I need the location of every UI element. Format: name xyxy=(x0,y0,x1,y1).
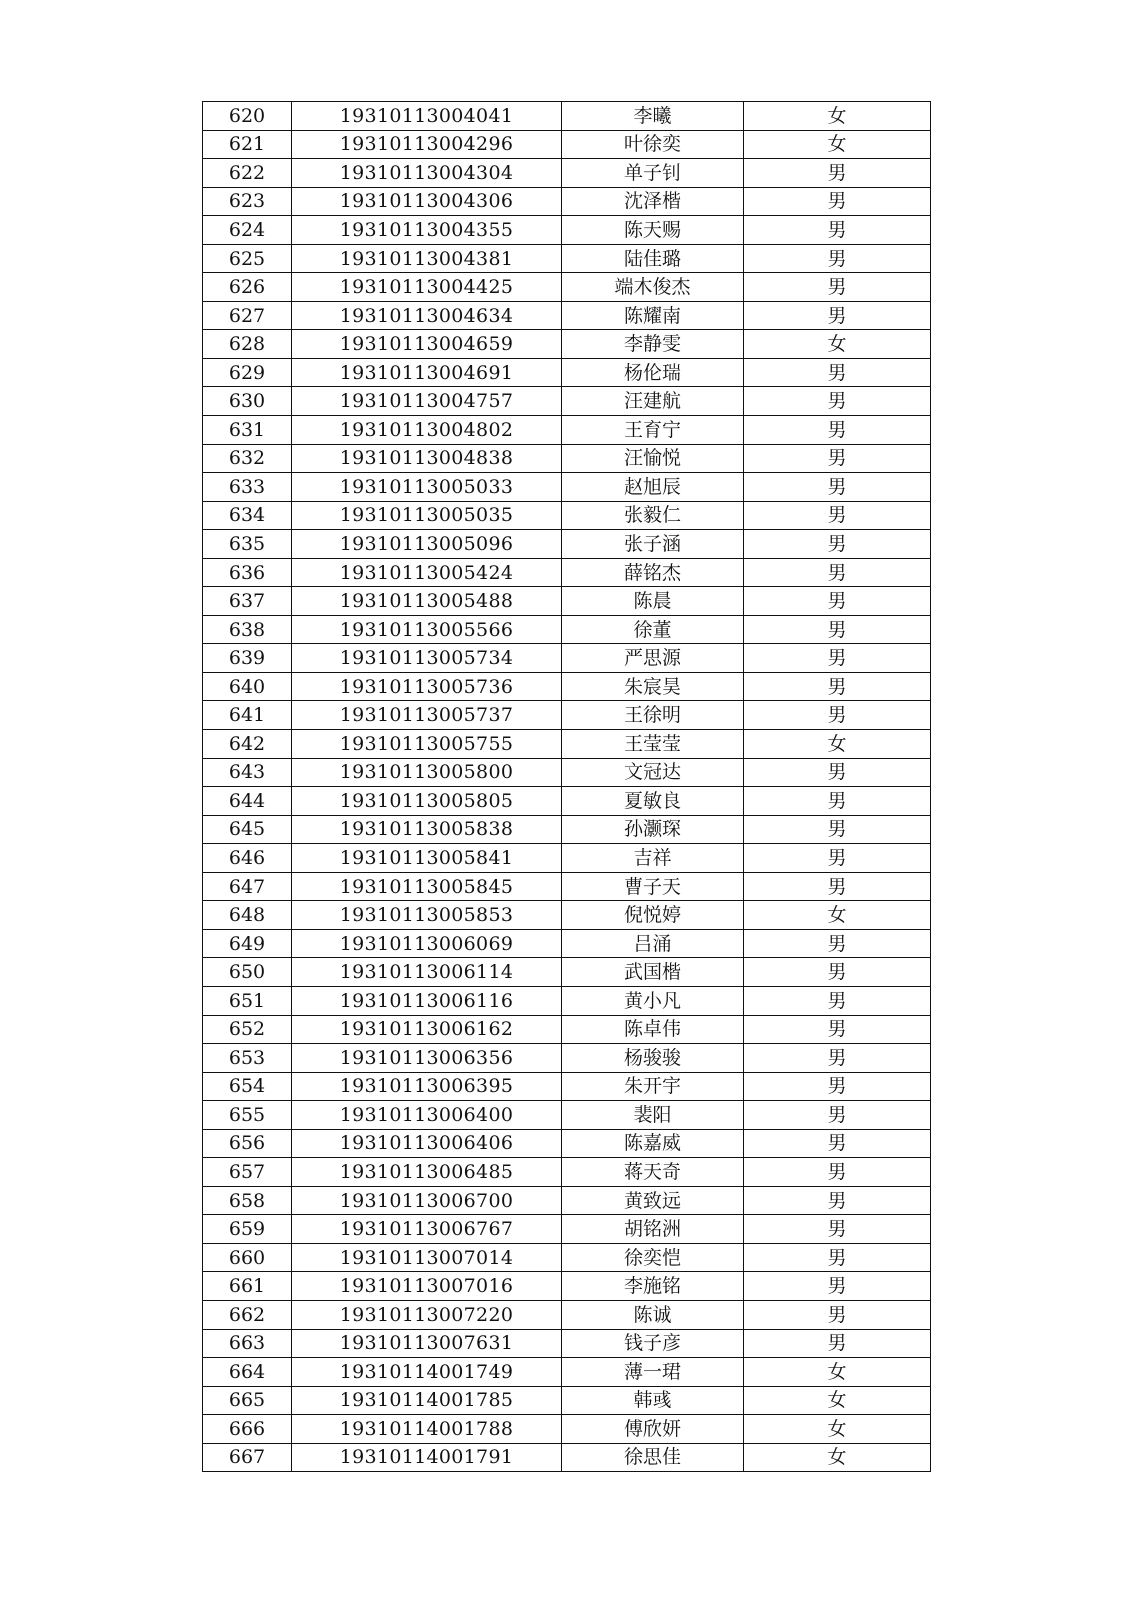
row-number-cell: 662 xyxy=(203,1300,292,1329)
student-id-cell: 19310113004041 xyxy=(292,102,562,131)
student-id-cell: 19310113004802 xyxy=(292,416,562,445)
table-row xyxy=(203,444,931,473)
student-name-cell: 吉祥 xyxy=(562,844,744,873)
table-row xyxy=(203,358,931,387)
student-id-cell: 19310113005424 xyxy=(292,558,562,587)
table-row xyxy=(203,644,931,673)
row-number-cell: 626 xyxy=(203,273,292,302)
student-id-cell: 19310113005736 xyxy=(292,672,562,701)
table-row xyxy=(203,1443,931,1472)
table-row xyxy=(203,1243,931,1272)
student-id-cell: 19310113007014 xyxy=(292,1243,562,1272)
row-number-cell: 641 xyxy=(203,701,292,730)
table-row xyxy=(203,159,931,188)
gender-cell: 男 xyxy=(744,216,931,245)
table-row xyxy=(203,730,931,759)
student-name-cell: 杨伦瑞 xyxy=(562,358,744,387)
gender-cell: 男 xyxy=(744,844,931,873)
table-row xyxy=(203,130,931,159)
row-number-cell: 659 xyxy=(203,1215,292,1244)
table-row xyxy=(203,501,931,530)
gender-cell: 男 xyxy=(744,159,931,188)
student-id-cell: 19310113006767 xyxy=(292,1215,562,1244)
student-id-cell: 19310113005805 xyxy=(292,787,562,816)
student-name-cell: 黄致远 xyxy=(562,1186,744,1215)
row-number-cell: 627 xyxy=(203,301,292,330)
gender-cell: 男 xyxy=(744,444,931,473)
gender-cell: 男 xyxy=(744,187,931,216)
row-number-cell: 664 xyxy=(203,1358,292,1387)
student-name-cell: 武国楷 xyxy=(562,958,744,987)
gender-cell: 男 xyxy=(744,1300,931,1329)
gender-cell: 男 xyxy=(744,1129,931,1158)
row-number-cell: 651 xyxy=(203,986,292,1015)
student-name-cell: 蒋天奇 xyxy=(562,1158,744,1187)
gender-cell: 女 xyxy=(744,1386,931,1415)
row-number-cell: 630 xyxy=(203,387,292,416)
gender-cell: 男 xyxy=(744,358,931,387)
student-id-cell: 19310113004306 xyxy=(292,187,562,216)
student-name-cell: 陈卓伟 xyxy=(562,1015,744,1044)
row-number-cell: 660 xyxy=(203,1243,292,1272)
student-id-cell: 19310113006114 xyxy=(292,958,562,987)
gender-cell: 男 xyxy=(744,1243,931,1272)
table-row xyxy=(203,187,931,216)
student-id-cell: 19310113005033 xyxy=(292,473,562,502)
student-id-cell: 19310113005035 xyxy=(292,501,562,530)
row-number-cell: 634 xyxy=(203,501,292,530)
student-name-cell: 陈嘉威 xyxy=(562,1129,744,1158)
table-row xyxy=(203,958,931,987)
student-name-cell: 朱宸昊 xyxy=(562,672,744,701)
gender-cell: 男 xyxy=(744,530,931,559)
student-id-cell: 19310113004296 xyxy=(292,130,562,159)
student-name-cell: 薛铭杰 xyxy=(562,558,744,587)
student-name-cell: 胡铭洲 xyxy=(562,1215,744,1244)
gender-cell: 男 xyxy=(744,958,931,987)
gender-cell: 男 xyxy=(744,1215,931,1244)
table-row xyxy=(203,672,931,701)
row-number-cell: 650 xyxy=(203,958,292,987)
row-number-cell: 647 xyxy=(203,872,292,901)
student-id-cell: 19310113006356 xyxy=(292,1044,562,1073)
student-id-cell: 19310113006395 xyxy=(292,1072,562,1101)
student-id-cell: 19310113005096 xyxy=(292,530,562,559)
row-number-cell: 649 xyxy=(203,929,292,958)
student-id-cell: 19310113005488 xyxy=(292,587,562,616)
row-number-cell: 624 xyxy=(203,216,292,245)
student-name-cell: 汪建航 xyxy=(562,387,744,416)
gender-cell: 男 xyxy=(744,815,931,844)
student-roster-table xyxy=(202,101,931,1472)
table-row xyxy=(203,872,931,901)
gender-cell: 女 xyxy=(744,730,931,759)
row-number-cell: 621 xyxy=(203,130,292,159)
student-name-cell: 李静雯 xyxy=(562,330,744,359)
row-number-cell: 656 xyxy=(203,1129,292,1158)
student-name-cell: 徐奕恺 xyxy=(562,1243,744,1272)
table-row xyxy=(203,216,931,245)
table-row xyxy=(203,815,931,844)
student-name-cell: 王莹莹 xyxy=(562,730,744,759)
table-row xyxy=(203,1158,931,1187)
table-row xyxy=(203,330,931,359)
gender-cell: 男 xyxy=(744,1072,931,1101)
table-row xyxy=(203,273,931,302)
table-row xyxy=(203,1072,931,1101)
student-id-cell: 19310113004757 xyxy=(292,387,562,416)
gender-cell: 女 xyxy=(744,130,931,159)
row-number-cell: 654 xyxy=(203,1072,292,1101)
table-row xyxy=(203,929,931,958)
student-name-cell: 王徐明 xyxy=(562,701,744,730)
table-row xyxy=(203,416,931,445)
row-number-cell: 665 xyxy=(203,1386,292,1415)
gender-cell: 男 xyxy=(744,615,931,644)
gender-cell: 男 xyxy=(744,587,931,616)
student-name-cell: 严思源 xyxy=(562,644,744,673)
gender-cell: 女 xyxy=(744,102,931,131)
student-name-cell: 叶徐奕 xyxy=(562,130,744,159)
table-row xyxy=(203,1015,931,1044)
student-id-cell: 19310113005734 xyxy=(292,644,562,673)
student-id-cell: 19310113005800 xyxy=(292,758,562,787)
gender-cell: 男 xyxy=(744,1015,931,1044)
table-row xyxy=(203,1386,931,1415)
gender-cell: 男 xyxy=(744,387,931,416)
table-row xyxy=(203,1300,931,1329)
row-number-cell: 639 xyxy=(203,644,292,673)
student-name-cell: 端木俊杰 xyxy=(562,273,744,302)
row-number-cell: 655 xyxy=(203,1101,292,1130)
table-row xyxy=(203,558,931,587)
gender-cell: 女 xyxy=(744,901,931,930)
student-id-cell: 19310113004659 xyxy=(292,330,562,359)
student-name-cell: 吕涌 xyxy=(562,929,744,958)
gender-cell: 男 xyxy=(744,273,931,302)
table-row xyxy=(203,1186,931,1215)
student-id-cell: 19310114001788 xyxy=(292,1415,562,1444)
student-name-cell: 钱子彦 xyxy=(562,1329,744,1358)
student-name-cell: 朱开宇 xyxy=(562,1072,744,1101)
gender-cell: 男 xyxy=(744,1329,931,1358)
table-row xyxy=(203,102,931,131)
row-number-cell: 640 xyxy=(203,672,292,701)
student-id-cell: 19310114001785 xyxy=(292,1386,562,1415)
student-name-cell: 夏敏良 xyxy=(562,787,744,816)
student-name-cell: 陈诚 xyxy=(562,1300,744,1329)
row-number-cell: 648 xyxy=(203,901,292,930)
student-name-cell: 黄小凡 xyxy=(562,986,744,1015)
student-name-cell: 赵旭辰 xyxy=(562,473,744,502)
row-number-cell: 644 xyxy=(203,787,292,816)
row-number-cell: 645 xyxy=(203,815,292,844)
student-name-cell: 徐董 xyxy=(562,615,744,644)
student-name-cell: 孙灏琛 xyxy=(562,815,744,844)
student-id-cell: 19310113006485 xyxy=(292,1158,562,1187)
student-id-cell: 19310113006400 xyxy=(292,1101,562,1130)
student-name-cell: 裴阳 xyxy=(562,1101,744,1130)
table-row xyxy=(203,530,931,559)
student-id-cell: 19310113005845 xyxy=(292,872,562,901)
row-number-cell: 623 xyxy=(203,187,292,216)
student-id-cell: 19310113005838 xyxy=(292,815,562,844)
row-number-cell: 638 xyxy=(203,615,292,644)
table-row xyxy=(203,473,931,502)
student-name-cell: 陈天赐 xyxy=(562,216,744,245)
student-name-cell: 沈泽楷 xyxy=(562,187,744,216)
student-id-cell: 19310113007631 xyxy=(292,1329,562,1358)
table-row xyxy=(203,587,931,616)
table-row xyxy=(203,1044,931,1073)
row-number-cell: 666 xyxy=(203,1415,292,1444)
student-name-cell: 李曦 xyxy=(562,102,744,131)
row-number-cell: 658 xyxy=(203,1186,292,1215)
student-name-cell: 李施铭 xyxy=(562,1272,744,1301)
gender-cell: 男 xyxy=(744,644,931,673)
student-id-cell: 19310113006162 xyxy=(292,1015,562,1044)
table-row xyxy=(203,1101,931,1130)
student-name-cell: 杨骏骏 xyxy=(562,1044,744,1073)
student-id-cell: 19310113004691 xyxy=(292,358,562,387)
student-name-cell: 倪悦婷 xyxy=(562,901,744,930)
student-id-cell: 19310113007016 xyxy=(292,1272,562,1301)
table-row xyxy=(203,615,931,644)
student-name-cell: 文冠达 xyxy=(562,758,744,787)
student-id-cell: 19310113005841 xyxy=(292,844,562,873)
gender-cell: 男 xyxy=(744,929,931,958)
table-row xyxy=(203,1272,931,1301)
gender-cell: 男 xyxy=(744,758,931,787)
row-number-cell: 628 xyxy=(203,330,292,359)
table-row xyxy=(203,1329,931,1358)
row-number-cell: 657 xyxy=(203,1158,292,1187)
table-row xyxy=(203,1415,931,1444)
gender-cell: 女 xyxy=(744,1358,931,1387)
student-name-cell: 张毅仁 xyxy=(562,501,744,530)
row-number-cell: 633 xyxy=(203,473,292,502)
row-number-cell: 635 xyxy=(203,530,292,559)
student-name-cell: 张子涵 xyxy=(562,530,744,559)
row-number-cell: 653 xyxy=(203,1044,292,1073)
student-name-cell: 傅欣妍 xyxy=(562,1415,744,1444)
student-id-cell: 19310113004355 xyxy=(292,216,562,245)
row-number-cell: 663 xyxy=(203,1329,292,1358)
gender-cell: 男 xyxy=(744,701,931,730)
table-row xyxy=(203,1358,931,1387)
gender-cell: 男 xyxy=(744,244,931,273)
table-row xyxy=(203,844,931,873)
gender-cell: 男 xyxy=(744,558,931,587)
student-id-cell: 19310113004634 xyxy=(292,301,562,330)
gender-cell: 男 xyxy=(744,1158,931,1187)
student-name-cell: 曹子天 xyxy=(562,872,744,901)
table-row xyxy=(203,787,931,816)
student-name-cell: 王育宁 xyxy=(562,416,744,445)
table-row xyxy=(203,758,931,787)
student-id-cell: 19310113004304 xyxy=(292,159,562,188)
student-name-cell: 单子钊 xyxy=(562,159,744,188)
table-row xyxy=(203,901,931,930)
gender-cell: 女 xyxy=(744,1415,931,1444)
row-number-cell: 661 xyxy=(203,1272,292,1301)
gender-cell: 男 xyxy=(744,787,931,816)
student-name-cell: 徐思佳 xyxy=(562,1443,744,1472)
row-number-cell: 625 xyxy=(203,244,292,273)
student-id-cell: 19310113006700 xyxy=(292,1186,562,1215)
row-number-cell: 622 xyxy=(203,159,292,188)
gender-cell: 男 xyxy=(744,986,931,1015)
table-row xyxy=(203,387,931,416)
row-number-cell: 637 xyxy=(203,587,292,616)
student-id-cell: 19310113004381 xyxy=(292,244,562,273)
row-number-cell: 652 xyxy=(203,1015,292,1044)
gender-cell: 男 xyxy=(744,672,931,701)
student-id-cell: 19310113006116 xyxy=(292,986,562,1015)
student-id-cell: 19310114001749 xyxy=(292,1358,562,1387)
student-id-cell: 19310113005853 xyxy=(292,901,562,930)
student-name-cell: 陈耀南 xyxy=(562,301,744,330)
student-id-cell: 19310113004838 xyxy=(292,444,562,473)
gender-cell: 男 xyxy=(744,473,931,502)
table-row xyxy=(203,301,931,330)
student-id-cell: 19310113004425 xyxy=(292,273,562,302)
student-name-cell: 韩彧 xyxy=(562,1386,744,1415)
student-id-cell: 19310113005737 xyxy=(292,701,562,730)
roster-body xyxy=(203,102,931,1472)
row-number-cell: 643 xyxy=(203,758,292,787)
row-number-cell: 632 xyxy=(203,444,292,473)
gender-cell: 男 xyxy=(744,872,931,901)
gender-cell: 女 xyxy=(744,1443,931,1472)
row-number-cell: 636 xyxy=(203,558,292,587)
row-number-cell: 629 xyxy=(203,358,292,387)
row-number-cell: 667 xyxy=(203,1443,292,1472)
student-id-cell: 19310113005755 xyxy=(292,730,562,759)
student-id-cell: 19310113006406 xyxy=(292,1129,562,1158)
student-name-cell: 薄一珺 xyxy=(562,1358,744,1387)
row-number-cell: 646 xyxy=(203,844,292,873)
gender-cell: 女 xyxy=(744,330,931,359)
row-number-cell: 620 xyxy=(203,102,292,131)
student-name-cell: 陈晨 xyxy=(562,587,744,616)
gender-cell: 男 xyxy=(744,416,931,445)
row-number-cell: 642 xyxy=(203,730,292,759)
gender-cell: 男 xyxy=(744,301,931,330)
table-row xyxy=(203,986,931,1015)
student-id-cell: 19310113007220 xyxy=(292,1300,562,1329)
student-id-cell: 19310114001791 xyxy=(292,1443,562,1472)
student-name-cell: 汪愉悦 xyxy=(562,444,744,473)
table-row xyxy=(203,1215,931,1244)
student-name-cell: 陆佳璐 xyxy=(562,244,744,273)
gender-cell: 男 xyxy=(744,1272,931,1301)
gender-cell: 男 xyxy=(744,501,931,530)
gender-cell: 男 xyxy=(744,1101,931,1130)
table-row xyxy=(203,244,931,273)
student-id-cell: 19310113005566 xyxy=(292,615,562,644)
gender-cell: 男 xyxy=(744,1044,931,1073)
row-number-cell: 631 xyxy=(203,416,292,445)
table-row xyxy=(203,701,931,730)
student-id-cell: 19310113006069 xyxy=(292,929,562,958)
table-row xyxy=(203,1129,931,1158)
gender-cell: 男 xyxy=(744,1186,931,1215)
